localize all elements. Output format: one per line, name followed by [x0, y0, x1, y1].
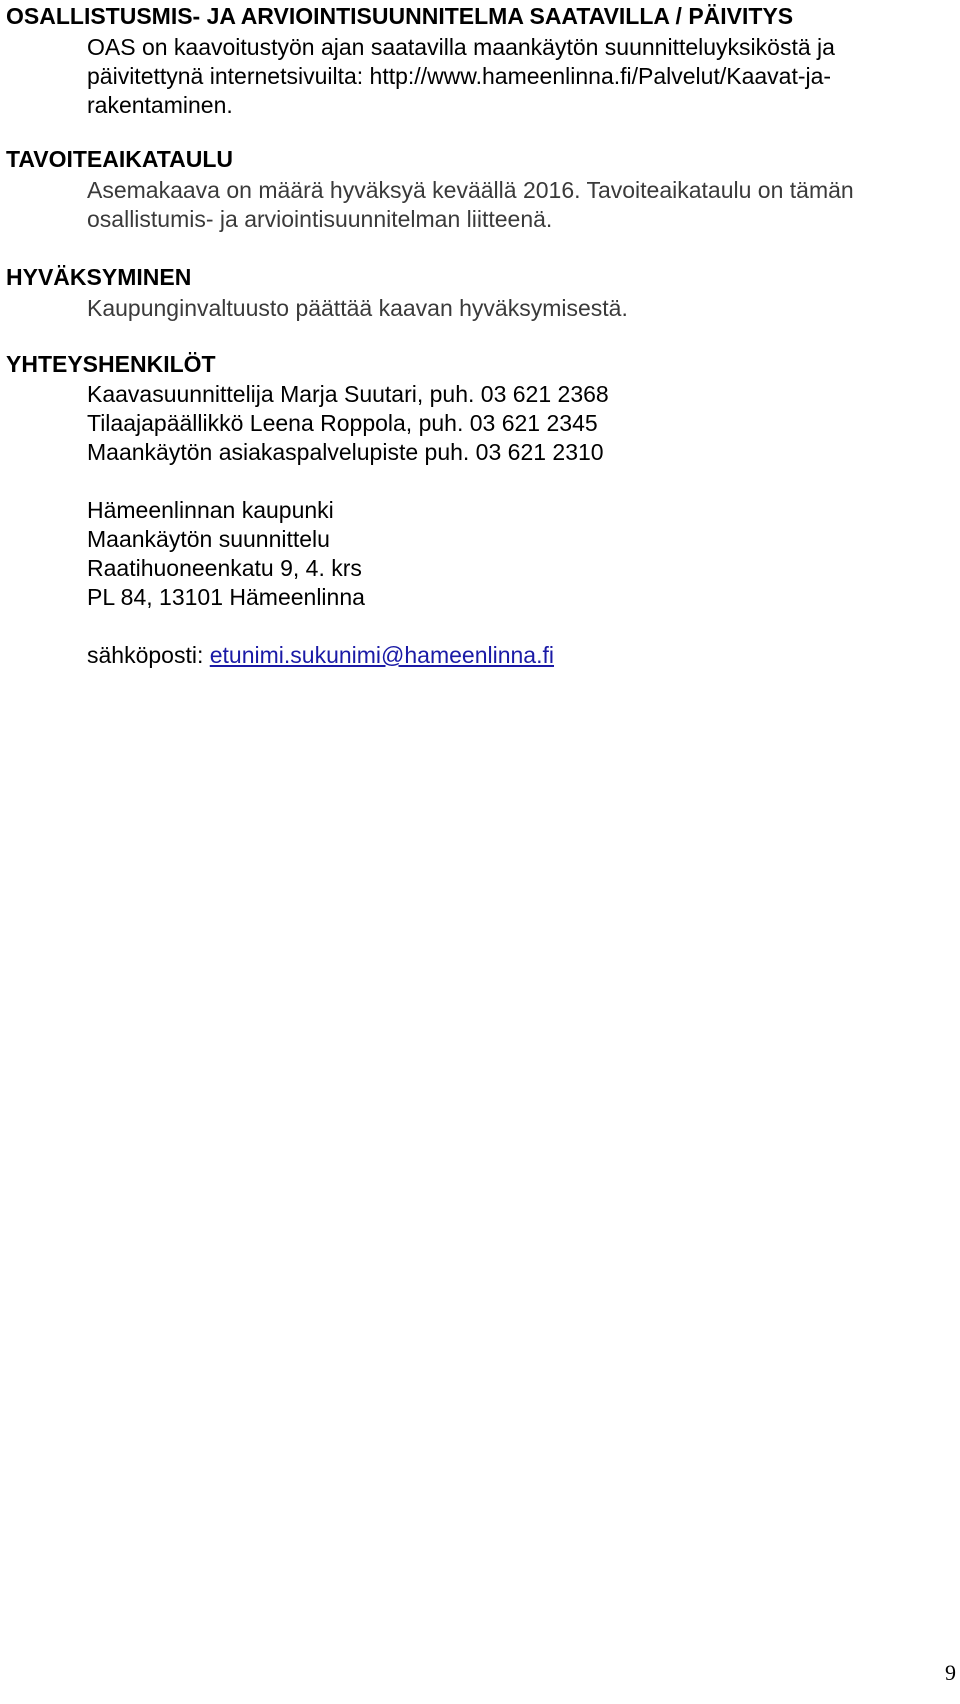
page-number: 9	[945, 1660, 956, 1685]
address-line: PL 84, 13101 Hämeenlinna	[87, 584, 365, 610]
approval-paragraph	[87, 294, 947, 323]
contact-person: Maankäytön asiakaspalvelupiste puh. 03 621 2310	[87, 439, 604, 465]
contact-person: Kaavasuunnittelija Marja Suutari, puh. 03 621 2368	[87, 381, 609, 407]
schedule-heading: TAVOITEAIKATAULU	[6, 146, 233, 172]
address-line: Hämeenlinnan kaupunki	[87, 497, 334, 523]
email-row	[87, 641, 947, 670]
approval-heading: HYVÄKSYMINEN	[6, 264, 192, 290]
contacts-heading: YHTEYSHENKILÖT	[6, 351, 216, 377]
oas-line: päivitettynä internetsivuilta: http://www.hameenlinna.fi/Palvelut/Kaavat-ja-	[87, 63, 832, 89]
schedule-line: Asemakaava on määrä hyväksyä keväällä 2016. Tavoiteaikataulu on tämän	[87, 177, 854, 203]
contact-people	[87, 380, 947, 467]
oas-line: OAS on kaavoitustyön ajan saatavilla maankäytön suunnitteluyksiköstä ja	[87, 34, 835, 60]
schedule-paragraph	[87, 176, 947, 234]
contact-address	[87, 496, 947, 612]
email-link[interactable]: etunimi.sukunimi@hameenlinna.fi	[209, 642, 554, 668]
oas-line: rakentaminen.	[87, 92, 233, 118]
oas-paragraph	[87, 33, 947, 120]
contact-person: Tilaajapäällikkö Leena Roppola, puh. 03 621 2345	[87, 410, 598, 436]
schedule-line: osallistumis- ja arviointisuunnitelman liitteenä.	[87, 206, 553, 232]
email-label: sähköposti:	[87, 642, 210, 668]
address-line: Maankäytön suunnittelu	[87, 526, 330, 552]
approval-line: Kaupunginvaltuusto päättää kaavan hyväksymisestä.	[87, 295, 628, 321]
address-line: Raatihuoneenkatu 9, 4. krs	[87, 555, 362, 581]
oas-heading: OSALLISTUSMIS- JA ARVIOINTISUUNNITELMA SAATAVILLA / PÄIVITYS	[6, 3, 794, 29]
